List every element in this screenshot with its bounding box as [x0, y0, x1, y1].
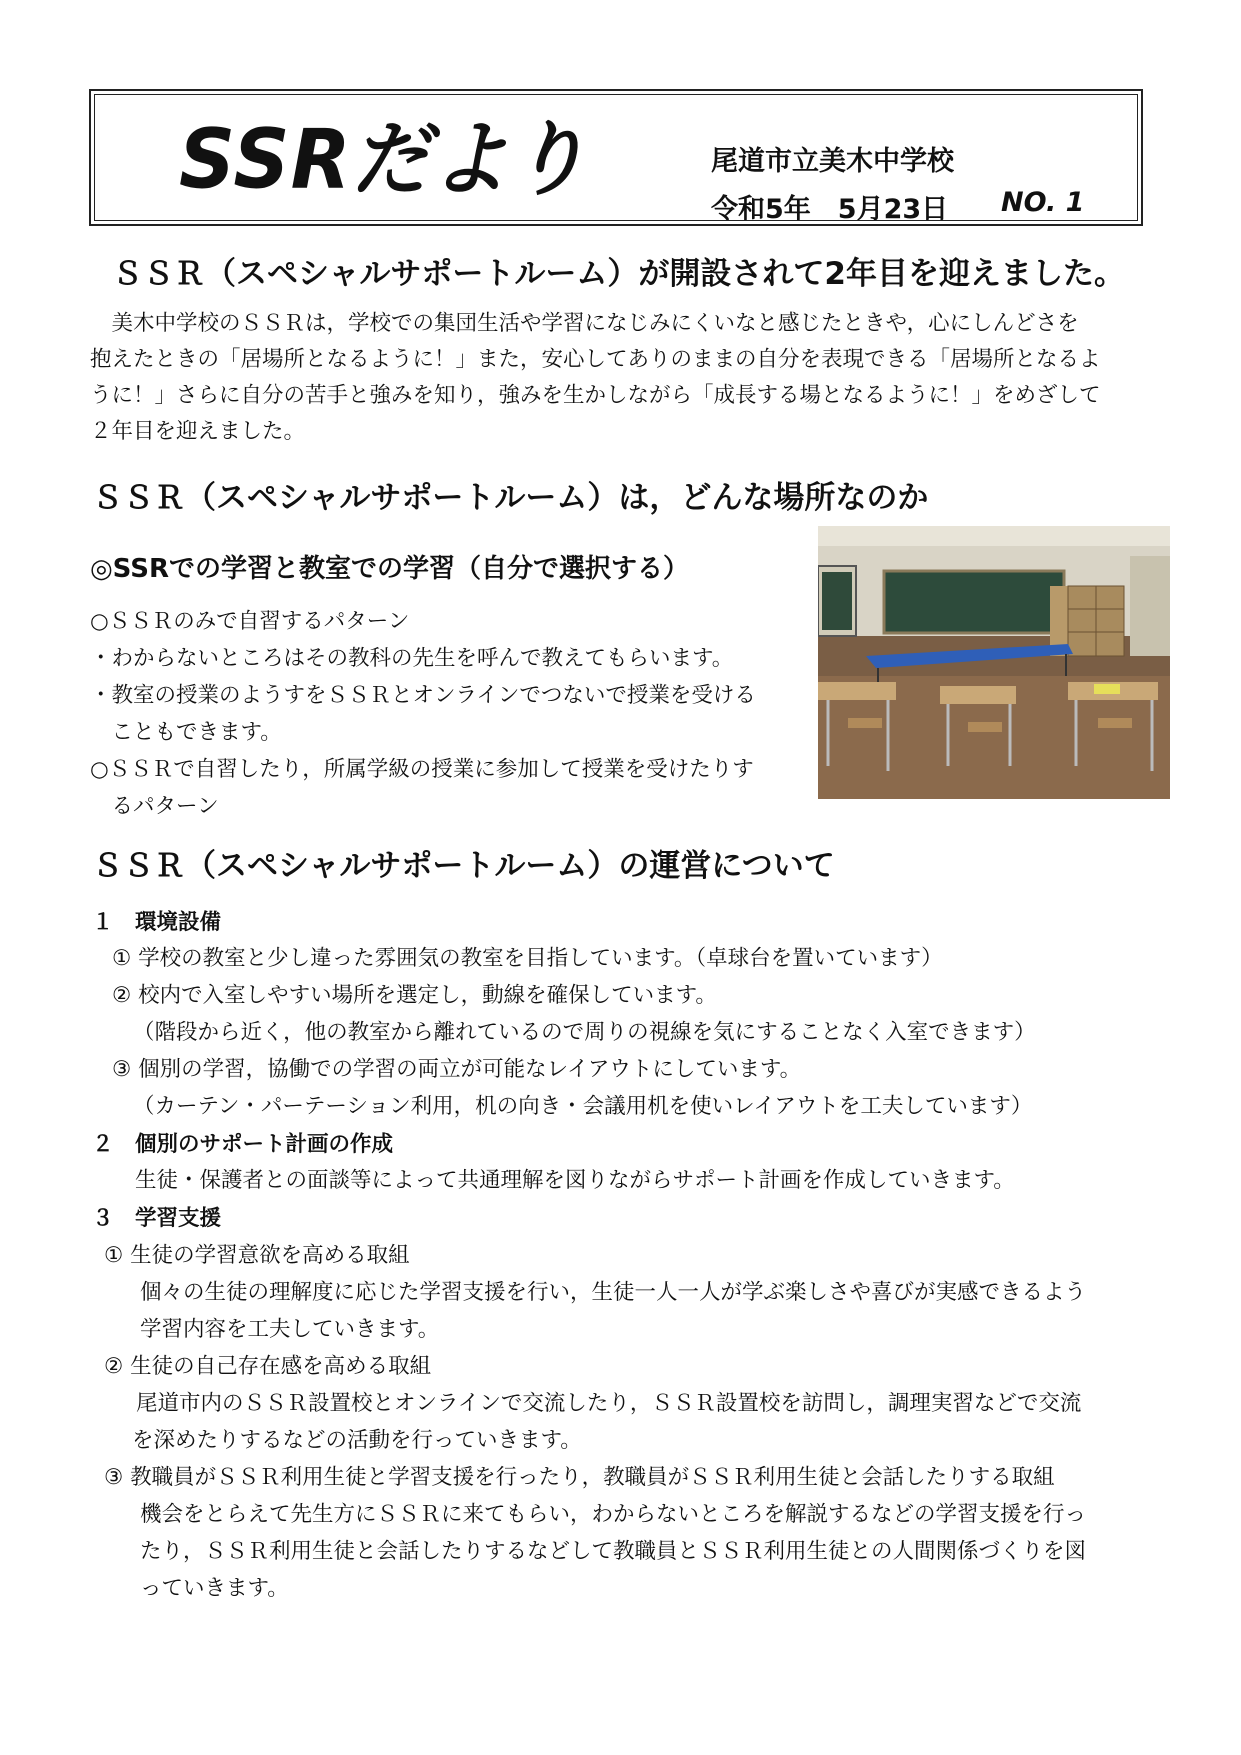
newsletter-header: [89, 89, 1143, 226]
pattern-line: ・教室の授業のようすをＳＳＲとオンラインでつないで授業を受ける: [90, 683, 756, 708]
section-heading-place: ＳＳＲ（スペシャルサポートルーム）は，どんな場所なのか: [92, 480, 929, 516]
subheading-study-choice: ◎SSRでの学習と教室での学習（自分で選択する）: [90, 554, 689, 584]
item-line: （階段から近く，他の教室から離れているので周りの視線を気にすることなく入室できます）: [133, 1020, 1036, 1045]
item-title-support-plan: ２ 個別のサポート計画の作成: [92, 1132, 394, 1157]
item-title-learning-support: ３ 学習支援: [92, 1206, 222, 1231]
item-line: 生徒・保護者との面談等によって共通理解を図りながらサポート計画を作成していきます。: [135, 1168, 1015, 1193]
pattern-line: るパターン: [90, 794, 219, 819]
item-line: ③ 教職員がＳＳＲ利用生徒と学習支援を行ったり，教職員がＳＳＲ利用生徒と会話したりする取組: [104, 1465, 1055, 1490]
pattern-line: ・わからないところはその教科の先生を呼んで教えてもらいます。: [90, 646, 734, 671]
paragraph-line: ２年目を迎えました。: [90, 419, 306, 444]
item-line: たり，ＳＳＲ利用生徒と会話したりするなどして教職員とＳＳＲ利用生徒との人間関係づくりを図: [140, 1539, 1087, 1564]
classroom-photo: [818, 526, 1170, 799]
section-heading-opening: ＳＳＲ（スペシャルサポートルーム）が開設されて2年目を迎えました。: [112, 256, 1125, 292]
item-line: を深めたりするなどの活動を行っていきます。: [132, 1428, 582, 1453]
item-line: ① 生徒の学習意欲を高める取組: [104, 1243, 410, 1268]
item-line: （カーテン・パーテーション利用，机の向き・会議用机を使いレイアウトを工夫しています）: [133, 1094, 1033, 1119]
paragraph-line: 抱えたときの「居場所となるように！」また，安心してありのままの自分を表現できる「居場所となるよ: [90, 347, 1101, 372]
school-name: 尾道市立美木中学校: [711, 146, 954, 177]
pattern-line: ○ＳＳＲで自習したり，所属学級の授業に参加して授業を受けたりす: [90, 757, 754, 782]
item-line: 学習内容を工夫していきます。: [140, 1317, 440, 1342]
issue-date: 令和5年 5月23日: [711, 194, 949, 225]
item-line: 尾道市内のＳＳＲ設置校とオンラインで交流したり，ＳＳＲ設置校を訪問し，調理実習などで交流: [136, 1391, 1082, 1416]
pattern-line: こともできます。: [90, 720, 282, 745]
newsletter-title: SSRだより: [179, 113, 589, 208]
pattern-line: ○ＳＳＲのみで自習するパターン: [90, 609, 410, 634]
item-line: ② 生徒の自己存在感を高める取組: [104, 1354, 432, 1379]
paragraph-line: 美木中学校のＳＳＲは，学校での集団生活や学習になじみにくいなと感じたときや，心にしんどさを: [90, 311, 1079, 336]
item-line: 機会をとらえて先生方にＳＳＲに来てもらい，わからないところを解説するなどの学習支援を行っ: [140, 1502, 1087, 1527]
paragraph-line: うに！」さらに自分の苦手と強みを知り，強みを生かしながら「成長する場となるように！」をめざして: [90, 383, 1101, 408]
item-title-environment: １ 環境設備: [92, 910, 222, 935]
item-line: 個々の生徒の理解度に応じた学習支援を行い，生徒一人一人が学ぶ楽しさや喜びが実感できるよう: [140, 1280, 1087, 1305]
issue-number: NO. 1: [1001, 187, 1085, 218]
item-line: ① 学校の教室と少し違った雰囲気の教室を目指しています。（卓球台を置いています）: [112, 946, 943, 971]
item-line: ③ 個別の学習，協働での学習の両立が可能なレイアウトにしています。: [112, 1057, 802, 1082]
item-line: っていきます。: [140, 1576, 289, 1601]
item-line: ② 校内で入室しやすい場所を選定し，動線を確保しています。: [112, 983, 717, 1008]
section-heading-operation: ＳＳＲ（スペシャルサポートルーム）の運営について: [92, 848, 835, 884]
intro-paragraph: [90, 306, 1146, 450]
